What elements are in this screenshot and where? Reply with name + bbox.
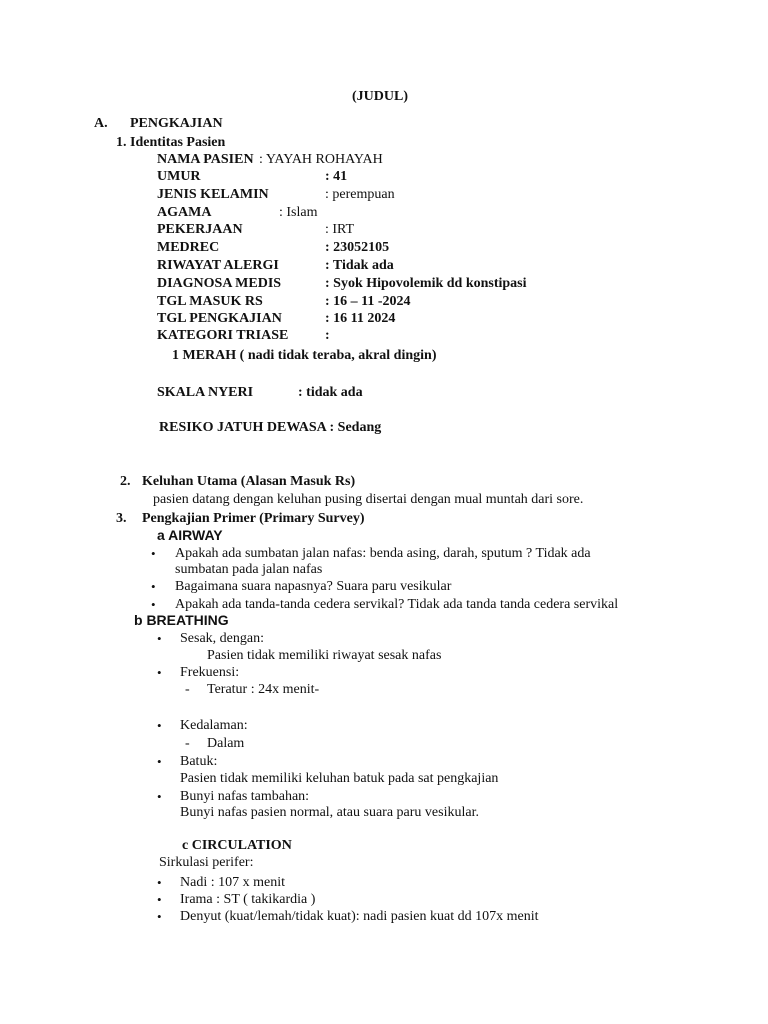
value-pekerjaan: : IRT [325,222,355,237]
identitas-heading: 1. Identitas Pasien [116,135,226,150]
circulation-item-1: Nadi : 107 x menit [180,875,285,890]
bullet-icon: • [151,579,156,594]
value-nama-pasien: : YAYAH ROHAYAH [259,152,383,167]
circulation-item-2: Irama : ST ( takikardia ) [180,892,316,907]
sesak-value: Pasien tidak memiliki riwayat sesak nafas [207,648,442,663]
value-tgl-pengkajian: : 16 11 2024 [325,311,396,326]
frekuensi-label: Frekuensi: [180,665,240,680]
value-agama: : Islam [279,205,318,220]
airway-item-2: Bagaimana suara napasnya? Suara paru vesikular [175,579,452,594]
bullet-icon: • [151,546,156,561]
bullet-icon: • [157,892,162,907]
label-skala-nyeri: SKALA NYERI [157,385,254,400]
label-medrec: MEDREC [157,240,220,255]
frekuensi-value: Teratur : 24x menit- [207,682,320,697]
document-title: (JUDUL) [352,89,408,104]
circulation-item-3: Denyut (kuat/lemah/tidak kuat): nadi pasien kuat dd 107x menit [180,909,539,924]
kedalaman-dash: - [185,736,190,751]
bullet-icon: • [157,718,162,733]
bullet-icon: • [157,875,162,890]
label-umur: UMUR [157,169,201,184]
label-diagnosa-medis: DIAGNOSA MEDIS [157,276,282,291]
bullet-icon: • [157,789,162,804]
value-umur: : 41 [325,169,348,184]
bullet-icon: • [157,754,162,769]
triase-detail: 1 MERAH ( nadi tidak teraba, akral dingin) [172,348,437,363]
value-diagnosa-medis: : Syok Hipovolemik dd konstipasi [325,276,527,291]
value-tgl-masuk-rs: : 16 – 11 -2024 [325,294,411,309]
label-tgl-pengkajian: TGL PENGKAJIAN [157,311,282,326]
keluhan-number: 2. [120,474,131,489]
keluhan-text: pasien datang dengan keluhan pusing disertai dengan mual muntah dari sore. [153,492,584,507]
label-pekerjaan: PEKERJAAN [157,222,243,237]
bullet-icon: • [151,597,156,612]
label-nama-pasien: NAMA PASIEN [157,152,254,167]
label-tgl-masuk-rs: TGL MASUK RS [157,294,263,309]
bullet-icon: • [157,665,162,680]
primer-number: 3. [116,511,127,526]
bunyi-value: Bunyi nafas pasien normal, atau suara paru vesikular. [180,805,479,820]
section-a-letter: A. [94,116,108,131]
label-agama: AGAMA [157,205,212,220]
airway-item-1: Apakah ada sumbatan jalan nafas: benda asing, darah, sputum ? Tidak ada [175,546,591,561]
value-riwayat-alergi: : Tidak ada [325,258,394,273]
value-skala-nyeri: : tidak ada [298,385,363,400]
airway-item-1-cont: sumbatan pada jalan nafas [175,562,323,577]
kedalaman-value: Dalam [207,736,245,751]
sesak-label: Sesak, dengan: [180,631,264,646]
value-jenis-kelamin: : perempuan [325,187,395,202]
circulation-heading: c CIRCULATION [182,838,292,853]
bullet-icon: • [157,909,162,924]
bullet-icon: • [157,631,162,646]
bunyi-label: Bunyi nafas tambahan: [180,789,310,804]
resiko-jatuh: RESIKO JATUH DEWASA : Sedang [159,420,382,435]
keluhan-heading: Keluhan Utama (Alasan Masuk Rs) [142,474,356,489]
label-kategori-triase: KATEGORI TRIASE [157,328,289,343]
value-medrec: : 23052105 [325,240,390,255]
kedalaman-label: Kedalaman: [180,718,248,733]
batuk-label: Batuk: [180,754,218,769]
section-a-heading: PENGKAJIAN [130,116,223,131]
airway-heading: a AIRWAY [157,527,223,543]
airway-item-3: Apakah ada tanda-tanda cedera servikal? Tidak ada tanda tanda cedera servikal [175,597,619,612]
breathing-heading: b BREATHING [134,612,229,628]
circulation-sub: Sirkulasi perifer: [159,855,254,870]
frekuensi-dash: - [185,682,190,697]
label-jenis-kelamin: JENIS KELAMIN [157,187,269,202]
label-riwayat-alergi: RIWAYAT ALERGI [157,258,279,273]
primer-heading: Pengkajian Primer (Primary Survey) [142,511,365,526]
value-kategori-triase: : [325,328,330,343]
batuk-value: Pasien tidak memiliki keluhan batuk pada sat pengkajian [180,771,499,786]
